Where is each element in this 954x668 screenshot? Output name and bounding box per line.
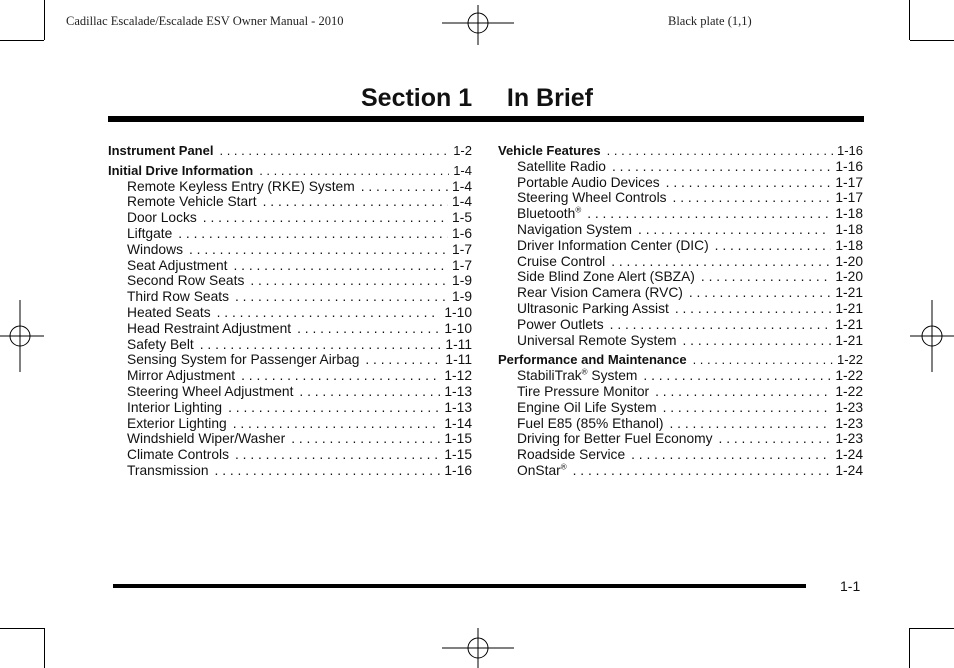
toc-entry-label — [517, 238, 709, 254]
toc-entry-page: 1-21 — [835, 332, 863, 348]
toc-entry-label-text: Mirror Adjustment — [127, 368, 236, 384]
toc-entry[interactable] — [498, 285, 863, 301]
toc-entry[interactable] — [108, 416, 472, 432]
dot-leader — [631, 447, 831, 463]
dot-leader — [587, 206, 831, 222]
toc-entry-page: 1-7 — [452, 241, 472, 257]
dot-leader — [200, 337, 442, 353]
toc-entry-label-text: Driver Information Center (DIC) — [517, 237, 709, 253]
footer-rule — [113, 584, 806, 588]
toc-entry[interactable] — [498, 447, 863, 463]
toc-entry-label-text: Steering Wheel Adjustment — [127, 383, 294, 399]
toc-entry[interactable] — [108, 194, 472, 210]
toc-entry-label — [127, 321, 291, 337]
toc-entry-page: 1-13 — [444, 399, 472, 415]
toc-heading-entry[interactable] — [108, 163, 472, 179]
dot-leader — [638, 222, 831, 238]
toc-entry-label-text: OnStar — [517, 462, 561, 478]
toc-entry[interactable] — [498, 269, 863, 285]
toc-entry[interactable] — [498, 333, 863, 349]
dot-leader — [719, 431, 832, 447]
toc-entry-label — [517, 400, 657, 416]
toc-entry-page: 1-9 — [452, 273, 472, 289]
toc-entry-label-text: Side Blind Zone Alert (SBZA) — [517, 269, 695, 285]
dot-leader — [573, 463, 832, 479]
toc-entry-label-text: Universal Remote System — [517, 332, 677, 348]
toc-entry[interactable] — [108, 352, 472, 368]
toc-entry[interactable] — [108, 289, 472, 305]
toc-entry[interactable] — [108, 321, 472, 337]
toc-entry-label — [517, 269, 695, 285]
toc-entry-label — [127, 194, 257, 210]
toc-entry-page: 1-22 — [836, 352, 863, 368]
toc-entry-page: 1-23 — [835, 399, 863, 415]
toc-entry-label — [498, 143, 601, 159]
toc-entry-label-text: Portable Audio Devices — [517, 174, 660, 190]
dot-leader — [666, 175, 832, 191]
toc-entry-page: 1-16 — [835, 158, 863, 174]
dot-leader — [693, 352, 833, 368]
toc-entry-label — [127, 226, 172, 242]
dot-leader — [235, 289, 448, 305]
dot-leader — [715, 238, 832, 254]
toc-entry-page: 1-4 — [452, 194, 472, 210]
toc-entry-page: 1-22 — [835, 383, 863, 399]
toc-entry-page: 1-15 — [444, 447, 472, 463]
toc-entry-label-text: Remote Vehicle Start — [127, 194, 257, 210]
toc-entry-label — [517, 384, 649, 400]
header-manual-title: Cadillac Escalade/Escalade ESV Owner Manual - 2010 — [66, 14, 344, 28]
dot-leader — [365, 352, 441, 368]
toc-entry[interactable] — [108, 368, 472, 384]
toc-entry-page: 1-14 — [444, 415, 472, 431]
toc-entry-label — [127, 337, 194, 353]
toc-entry-page: 1-12 — [444, 368, 472, 384]
toc-entry-label — [517, 254, 605, 270]
dot-leader — [299, 384, 440, 400]
registration-mark-left-icon — [0, 300, 44, 372]
page-number: 1-1 — [840, 578, 861, 594]
toc-entry-page: 1-11 — [445, 336, 472, 352]
crop-mark-top-right-h — [910, 40, 954, 41]
dot-leader — [228, 400, 440, 416]
toc-entry-page: 1-22 — [835, 368, 863, 384]
toc-entry-page: 1-11 — [445, 352, 472, 368]
registration-mark-bottom-icon — [442, 628, 514, 668]
toc-entry-label — [127, 352, 359, 368]
dot-leader — [203, 210, 448, 226]
toc-entry-label — [127, 431, 285, 447]
toc-entry-label-text: Liftgate — [127, 225, 173, 241]
dot-leader — [291, 431, 440, 447]
toc-entry-page: 1-4 — [452, 178, 472, 194]
toc-entry-label-text: Third Row Seats — [127, 289, 229, 305]
toc-entry[interactable] — [498, 400, 863, 416]
toc-entry-page: 1-24 — [835, 462, 863, 478]
toc-right-column — [498, 143, 863, 479]
toc-entry-label-suffix: System — [587, 368, 638, 384]
toc-entry[interactable] — [498, 206, 863, 222]
toc-entry-page: 1-20 — [835, 253, 863, 269]
toc-entry-label-text: Vehicle Features — [498, 143, 601, 158]
dot-leader — [682, 333, 831, 349]
toc-entry[interactable] — [498, 463, 863, 479]
toc-entry-label — [127, 463, 209, 479]
toc-entry-label-text: Safety Belt — [127, 336, 194, 352]
crop-mark-bottom-right-v — [909, 628, 910, 668]
toc-entry-label — [517, 175, 660, 191]
toc-entry-label — [127, 210, 197, 226]
toc-entry[interactable] — [108, 210, 472, 226]
toc-entry-label-text: Satellite Radio — [517, 158, 606, 174]
toc-entry-label — [127, 447, 229, 463]
toc-entry-label — [517, 285, 683, 301]
toc-entry[interactable] — [498, 175, 863, 191]
toc-entry-page: 1-21 — [835, 300, 863, 316]
dot-leader — [607, 143, 833, 159]
dot-leader — [361, 179, 448, 195]
toc-entry-page: 1-23 — [835, 415, 863, 431]
dot-leader — [178, 226, 448, 242]
toc-entry-label-text: Door Locks — [127, 210, 197, 226]
toc-entry-label-text: Roadside Service — [517, 447, 626, 463]
registered-mark: ® — [560, 462, 567, 472]
toc-entry-page: 1-7 — [452, 257, 472, 273]
registration-mark-top-icon — [442, 5, 514, 45]
toc-entry-page: 1-18 — [835, 206, 863, 222]
section-title: Section 1 In Brief — [361, 84, 593, 112]
header-plate-label: Black plate (1,1) — [668, 14, 752, 28]
toc-entry[interactable] — [498, 222, 863, 238]
toc-entry[interactable] — [498, 431, 863, 447]
dot-leader — [663, 400, 832, 416]
toc-entry-label-text: Navigation System — [517, 221, 633, 237]
dot-leader — [689, 285, 832, 301]
dot-leader — [610, 317, 832, 333]
registered-mark: ® — [575, 205, 582, 215]
toc-entry-page: 1-24 — [835, 447, 863, 463]
toc-entry-label-text: Initial Drive Information — [108, 162, 254, 178]
toc-left-column — [108, 143, 472, 479]
toc-entry-label-text: Cruise Control — [517, 253, 606, 269]
toc-entry[interactable] — [498, 416, 863, 432]
toc-entry[interactable] — [108, 400, 472, 416]
toc-entry-label — [517, 431, 713, 447]
toc-entry-page: 1-13 — [444, 383, 472, 399]
title-rule — [108, 116, 864, 122]
dot-leader — [219, 143, 449, 159]
toc-entry-label — [127, 289, 229, 305]
toc-entry-page: 1-18 — [835, 221, 863, 237]
dot-leader — [675, 301, 832, 317]
dot-leader — [233, 258, 448, 274]
toc-entry[interactable] — [108, 242, 472, 258]
toc-entry-label-text: Head Restraint Adjustment — [127, 320, 292, 336]
toc-entry-label — [517, 222, 632, 238]
toc-entry-label — [127, 384, 293, 400]
toc-heading-entry[interactable] — [498, 352, 863, 368]
dot-leader — [701, 269, 831, 285]
dot-leader — [263, 194, 448, 210]
dot-leader — [673, 190, 832, 206]
dot-leader — [643, 368, 831, 384]
toc-entry[interactable] — [108, 258, 472, 274]
toc-entry-label — [517, 463, 567, 479]
dot-leader — [297, 321, 440, 337]
dot-leader — [189, 242, 448, 258]
toc-entry-page: 1-6 — [452, 225, 472, 241]
toc-entry-label-text: Transmission — [127, 462, 209, 478]
toc-entry-page: 1-5 — [452, 210, 472, 226]
toc-entry-label-text: Driving for Better Fuel Economy — [517, 431, 713, 447]
toc-entry-label — [127, 258, 227, 274]
toc-entry-label-text: Seat Adjustment — [127, 257, 228, 273]
toc-entry-label-text: Tire Pressure Monitor — [517, 383, 650, 399]
toc-entry[interactable] — [108, 179, 472, 195]
toc-entry[interactable] — [108, 226, 472, 242]
toc-entry-page: 1-2 — [453, 143, 472, 158]
toc-entry-page: 1-21 — [835, 316, 863, 332]
dot-leader — [259, 163, 449, 179]
crop-mark-bottom-left-h — [0, 628, 44, 629]
dot-leader — [217, 305, 441, 321]
toc-entry-label — [517, 190, 667, 206]
toc-entry-label-text: Exterior Lighting — [127, 415, 227, 431]
toc-entry[interactable] — [498, 384, 863, 400]
toc-entry-label — [517, 416, 663, 432]
toc-entry-page: 1-10 — [444, 320, 472, 336]
toc-entry[interactable] — [498, 368, 863, 384]
toc-heading-entry[interactable] — [108, 143, 472, 159]
toc-entry-label — [127, 179, 355, 195]
toc-entry-label — [127, 400, 222, 416]
dot-leader — [669, 416, 831, 432]
toc-entry-label-text: Ultrasonic Parking Assist — [517, 300, 669, 316]
toc-entry-page: 1-16 — [836, 143, 863, 158]
toc-entry-label — [127, 242, 183, 258]
toc-entry-label — [517, 159, 606, 175]
registered-mark: ® — [581, 367, 588, 377]
toc-entry-label-text: Sensing System for Passenger Airbag — [127, 352, 360, 368]
toc-entry-label-text: Windshield Wiper/Washer — [127, 431, 286, 447]
toc-entry-label-text: StabiliTrak — [517, 368, 582, 384]
toc-entry-label — [517, 301, 669, 317]
toc-entry-label — [108, 143, 213, 159]
crop-mark-top-left-h — [0, 40, 44, 41]
toc-entry[interactable] — [498, 254, 863, 270]
dot-leader — [241, 368, 440, 384]
crop-mark-top-right-v — [909, 0, 910, 40]
toc-entry-label-text: Rear Vision Camera (RVC) — [517, 285, 683, 301]
crop-mark-bottom-left-v — [44, 628, 45, 668]
toc-entry[interactable] — [108, 447, 472, 463]
toc-entry-page: 1-17 — [835, 174, 863, 190]
toc-entry-label-text: Steering Wheel Controls — [517, 190, 667, 206]
dot-leader — [215, 463, 441, 479]
dot-leader — [655, 384, 831, 400]
toc-entry-label — [108, 163, 253, 179]
toc-entry[interactable] — [108, 463, 472, 479]
toc-entry-label — [498, 352, 687, 368]
toc-entry-label — [517, 206, 581, 222]
toc-entry[interactable] — [498, 301, 863, 317]
toc-entry-label-text: Power Outlets — [517, 316, 604, 332]
toc-entry-label — [517, 333, 676, 349]
toc-entry-page: 1-18 — [835, 237, 863, 253]
toc-entry-label — [517, 447, 625, 463]
crop-mark-bottom-right-h — [910, 628, 954, 629]
toc-entry-label — [127, 368, 235, 384]
toc-entry-label-text: Remote Keyless Entry (RKE) System — [127, 178, 355, 194]
toc-entry-page: 1-10 — [444, 304, 472, 320]
toc-entry-page: 1-23 — [835, 431, 863, 447]
registration-mark-right-icon — [910, 300, 954, 372]
toc-entry[interactable] — [108, 431, 472, 447]
toc-entry[interactable] — [498, 159, 863, 175]
toc-entry-page: 1-15 — [444, 431, 472, 447]
toc-entry-page: 1-16 — [444, 462, 472, 478]
toc-entry-label-text: Instrument Panel — [108, 143, 214, 158]
toc-entry-label — [517, 317, 604, 333]
toc-entry-label-text: Bluetooth — [517, 206, 576, 222]
toc-entry-label-text: Engine Oil Life System — [517, 399, 657, 415]
toc-entry-label-text: Fuel E85 (85% Ethanol) — [517, 415, 664, 431]
toc-entry-label-text: Climate Controls — [127, 447, 229, 463]
toc-entry-page: 1-17 — [835, 190, 863, 206]
dot-leader — [233, 416, 441, 432]
dot-leader — [235, 447, 440, 463]
dot-leader — [611, 254, 831, 270]
toc-entry[interactable] — [498, 317, 863, 333]
toc-heading-entry[interactable] — [498, 143, 863, 159]
dot-leader — [250, 273, 448, 289]
toc-entry-label — [127, 305, 211, 321]
toc-entry[interactable] — [108, 305, 472, 321]
toc-entry-label-text: Second Row Seats — [127, 273, 245, 289]
toc-entry-label-text: Interior Lighting — [127, 399, 223, 415]
crop-mark-top-left-v — [44, 0, 45, 40]
toc-entry-label — [517, 368, 637, 384]
dot-leader — [612, 159, 831, 175]
toc-entry[interactable] — [108, 273, 472, 289]
toc-entry[interactable] — [108, 337, 472, 353]
toc-entry[interactable] — [108, 384, 472, 400]
toc-entry-page: 1-21 — [835, 285, 863, 301]
toc-entry-page: 1-9 — [452, 289, 472, 305]
toc-entry[interactable] — [498, 190, 863, 206]
toc-entry-page: 1-4 — [453, 162, 472, 178]
toc-entry[interactable] — [498, 238, 863, 254]
toc-entry-label-text: Windows — [127, 241, 183, 257]
toc-entry-label-text: Heated Seats — [127, 304, 211, 320]
toc-entry-label — [127, 273, 244, 289]
toc-entry-label-text: Performance and Maintenance — [498, 352, 687, 368]
toc-entry-page: 1-20 — [835, 269, 863, 285]
toc-entry-label — [127, 416, 227, 432]
